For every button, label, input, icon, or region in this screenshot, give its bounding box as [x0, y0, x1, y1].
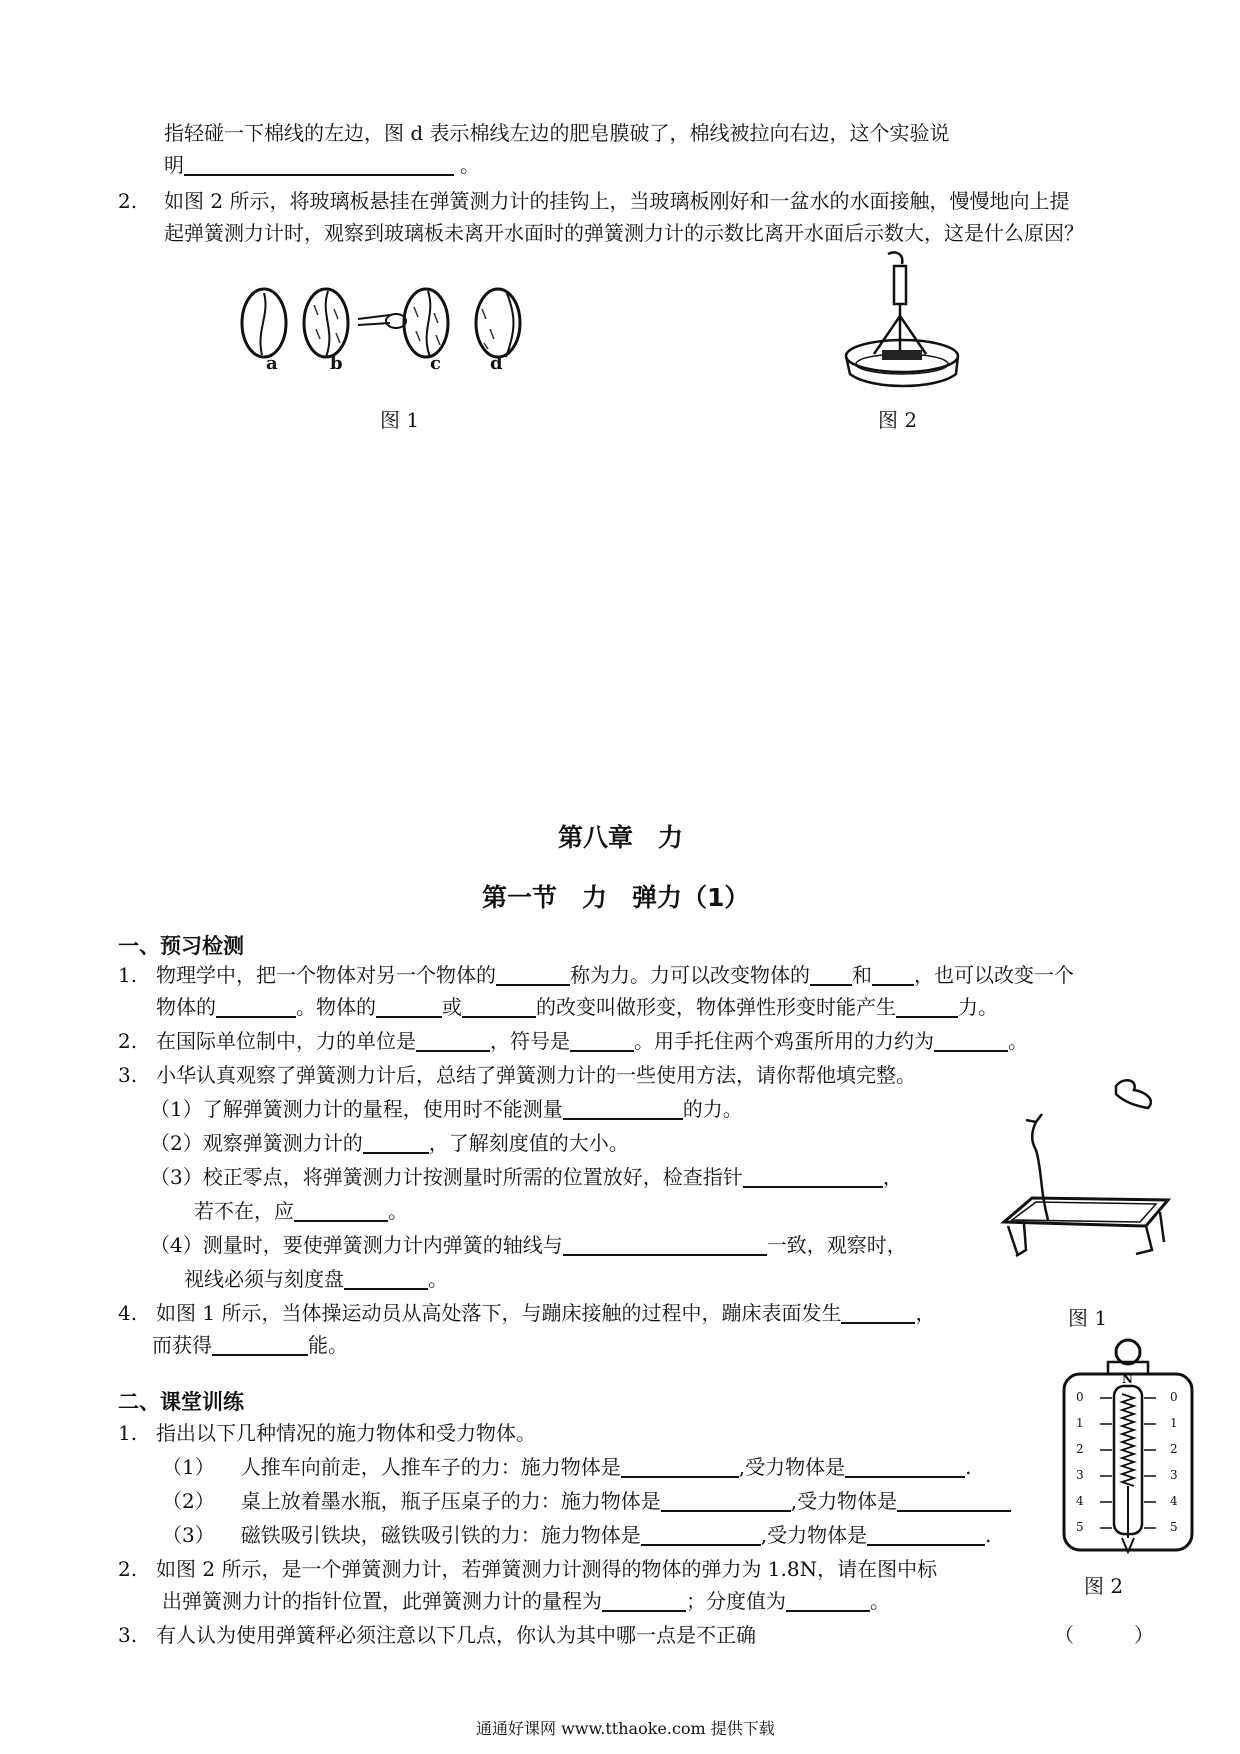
item-number: （1）: [162, 1455, 215, 1479]
question-number: 1.: [118, 1421, 138, 1445]
paragraph-line: [156, 992, 998, 1022]
text: ，也可以改变一个: [914, 963, 1074, 987]
trampoline-figure: [996, 1070, 1176, 1290]
answer-blank[interactable]: [897, 1488, 1011, 1512]
paragraph-line: [164, 150, 480, 180]
answer-blank[interactable]: [496, 962, 570, 986]
tick-label: 0: [1170, 1390, 1178, 1404]
text: 视线必须与刻度盘: [184, 1267, 344, 1291]
text: 物体的: [156, 995, 216, 1019]
spring-scale-basin-figure: [840, 250, 970, 400]
paragraph-line: 如图 2 所示，是一个弹簧测力计，若弹簧测力计测得的物体的弹力为 1.8N，请在图中标: [156, 1557, 938, 1581]
text: 。用手托住两个鸡蛋所用的力约为: [634, 1029, 934, 1053]
figure-caption: 图 2: [878, 408, 918, 432]
tick-label: 2: [1076, 1442, 1084, 1456]
answer-blank[interactable]: [363, 1130, 429, 1154]
answer-blank[interactable]: [563, 1096, 683, 1120]
question-number: 3.: [118, 1063, 138, 1087]
answer-blank[interactable]: [872, 962, 914, 986]
paragraph-line: [152, 1330, 348, 1360]
text: （2）观察弹簧测力计的: [150, 1131, 363, 1155]
paragraph-line: [150, 1128, 629, 1158]
answer-blank[interactable]: [743, 1164, 883, 1188]
answer-parentheses[interactable]: （ ）: [1054, 1623, 1154, 1647]
text: 和: [852, 963, 872, 987]
sub-item: [162, 1486, 1011, 1516]
text: 明: [164, 153, 184, 177]
spring-scale-figure: [1056, 1338, 1200, 1560]
soap-film-figure: [240, 285, 530, 385]
text: （4）测量时，要使弹簧测力计内弹簧的轴线与: [150, 1233, 563, 1257]
sub-item: [162, 1452, 971, 1482]
text: 的力。: [682, 1097, 743, 1121]
text: （3）校正零点，将弹簧测力计按测量时所需的位置放好，检查指针: [150, 1165, 743, 1189]
text: 桌上放着墨水瓶，瓶子压桌子的力：施力物体是: [240, 1489, 661, 1513]
text: ,受力物体是: [760, 1523, 868, 1547]
tick-label: 2: [1170, 1442, 1178, 1456]
answer-blank[interactable]: [896, 994, 958, 1018]
answer-blank[interactable]: [934, 1028, 1008, 1052]
answer-blank[interactable]: [641, 1522, 761, 1546]
answer-blank[interactable]: [786, 1588, 870, 1612]
answer-blank[interactable]: [376, 994, 442, 1018]
answer-blank[interactable]: [344, 1266, 428, 1290]
answer-blank[interactable]: [621, 1454, 739, 1478]
question-number: 4.: [118, 1301, 138, 1325]
text: 如图 1 所示，当体操运动员从高处落下，与蹦床接触的过程中，蹦床表面发生: [156, 1301, 842, 1325]
text: 一致，观察时，: [766, 1233, 907, 1257]
text: 力。: [958, 995, 998, 1019]
text: .: [985, 1523, 992, 1547]
question-number: 2.: [118, 1557, 138, 1581]
answer-blank[interactable]: [845, 1454, 965, 1478]
text: 。: [870, 1589, 890, 1613]
item-number: （2）: [162, 1489, 215, 1513]
text: 。: [388, 1199, 408, 1223]
text: 能。: [308, 1333, 348, 1357]
tick-label: 4: [1170, 1494, 1178, 1508]
text: 出弹簧测力计的指针位置，此弹簧测力计的量程为: [162, 1589, 602, 1613]
answer-blank[interactable]: [570, 1028, 634, 1052]
text: .: [965, 1455, 972, 1479]
sub-item: [162, 1520, 991, 1550]
paragraph-line: 指出以下几种情况的施力物体和受力物体。: [156, 1421, 536, 1445]
text: 物理学中，把一个物体对另一个物体的: [156, 963, 496, 987]
figure-caption: 图 1: [380, 408, 420, 432]
paragraph-line: 有人认为使用弹簧秤必须注意以下几点，你认为其中哪一点是不正确: [156, 1623, 756, 1647]
paragraph-line: [156, 1298, 935, 1328]
answer-blank[interactable]: [867, 1522, 985, 1546]
text: 。: [460, 153, 480, 177]
text: 。: [428, 1267, 448, 1291]
answer-blank[interactable]: [661, 1488, 791, 1512]
text: 称为力。力可以改变物体的: [570, 963, 810, 987]
figure-caption: 图 2: [1084, 1574, 1124, 1598]
paragraph-line: 如图 2 所示，将玻璃板悬挂在弹簧测力计的挂钩上，当玻璃板刚好和一盆水的水面接触，慢慢地向上提: [164, 189, 1070, 213]
question-number: 3.: [118, 1623, 138, 1647]
question-number: 1.: [118, 963, 138, 987]
paragraph-line: [194, 1196, 408, 1226]
text: 或: [442, 995, 462, 1019]
text: 而获得: [152, 1333, 212, 1357]
part-heading: 二、课堂训练: [118, 1390, 244, 1414]
paragraph-line: [150, 1094, 743, 1124]
answer-blank[interactable]: [563, 1232, 767, 1256]
page-footer: 通通好课网 www.tthaoke.com 提供下载: [476, 1719, 775, 1738]
paragraph-line: [156, 960, 1074, 990]
chapter-title: 第八章 力: [558, 823, 684, 852]
text: 。物体的: [296, 995, 376, 1019]
paragraph-line: 起弹簧测力计时，观察到玻璃板未离开水面时的弹簧测力计的示数比离开水面后示数大，这是什么原因？: [164, 221, 1084, 245]
answer-blank[interactable]: [212, 1332, 308, 1356]
tick-label: 3: [1170, 1468, 1178, 1482]
question-number: 2.: [118, 1029, 138, 1053]
paragraph-line: [156, 1026, 1028, 1056]
tick-label: 5: [1170, 1520, 1178, 1534]
tick-label: 4: [1076, 1494, 1084, 1508]
figure-caption: 图 1: [1068, 1306, 1108, 1330]
text: 的改变叫做形变，物体弹性形变时能产生: [536, 995, 896, 1019]
paragraph-line: [162, 1586, 890, 1616]
answer-blank[interactable]: [294, 1198, 388, 1222]
paragraph-line: [150, 1162, 903, 1192]
text: 人推车向前走，人推车子的力：施力物体是: [240, 1455, 621, 1479]
text: （1）了解弹簧测力计的量程，使用时不能测量: [150, 1097, 563, 1121]
figure-label: d: [490, 353, 503, 374]
figure-label: b: [330, 353, 343, 374]
item-number: （3）: [162, 1523, 215, 1547]
figure-label: a: [266, 353, 278, 374]
text: 磁铁吸引铁块，磁铁吸引铁的力：施力物体是: [240, 1523, 641, 1547]
text: 在国际单位制中，力的单位是: [156, 1029, 416, 1053]
tick-label: 3: [1076, 1468, 1084, 1482]
unit-label: N: [1122, 1372, 1133, 1386]
tick-label: 1: [1076, 1416, 1084, 1430]
text: 若不在，应: [194, 1199, 294, 1223]
tick-label: 0: [1076, 1390, 1084, 1404]
tick-label: 1: [1170, 1416, 1178, 1430]
text: ,受力物体是: [790, 1489, 898, 1513]
paragraph-line: 小华认真观察了弹簧测力计后，总结了弹簧测力计的一些使用方法，请你帮他填完整。: [156, 1063, 916, 1087]
text: ，: [882, 1165, 903, 1189]
paragraph-line: 指轻碰一下棉线的左边，图 d 表示棉线左边的肥皂膜破了，棉线被拉向右边，这个实验说: [164, 121, 950, 145]
answer-blank[interactable]: [810, 962, 852, 986]
answer-blank[interactable]: [602, 1588, 686, 1612]
tick-label: 5: [1076, 1520, 1084, 1534]
question-number: 2.: [118, 189, 138, 213]
paragraph-line: [184, 1264, 448, 1294]
text: ，符号是: [490, 1029, 570, 1053]
text: ，: [915, 1301, 936, 1325]
answer-blank[interactable]: [841, 1300, 915, 1324]
answer-blank[interactable]: [184, 152, 454, 176]
part-heading: 一、预习检测: [118, 934, 244, 958]
text: ,受力物体是: [738, 1455, 846, 1479]
answer-blank[interactable]: [416, 1028, 490, 1052]
text: ；分度值为: [686, 1589, 786, 1613]
answer-blank[interactable]: [462, 994, 536, 1018]
answer-blank[interactable]: [216, 994, 296, 1018]
section-title: 第一节 力 弹力（1）: [482, 883, 750, 912]
text: ，了解刻度值的大小。: [428, 1131, 629, 1155]
text: 。: [1008, 1029, 1028, 1053]
paragraph-line: [150, 1230, 907, 1260]
figure-label: c: [430, 353, 441, 374]
